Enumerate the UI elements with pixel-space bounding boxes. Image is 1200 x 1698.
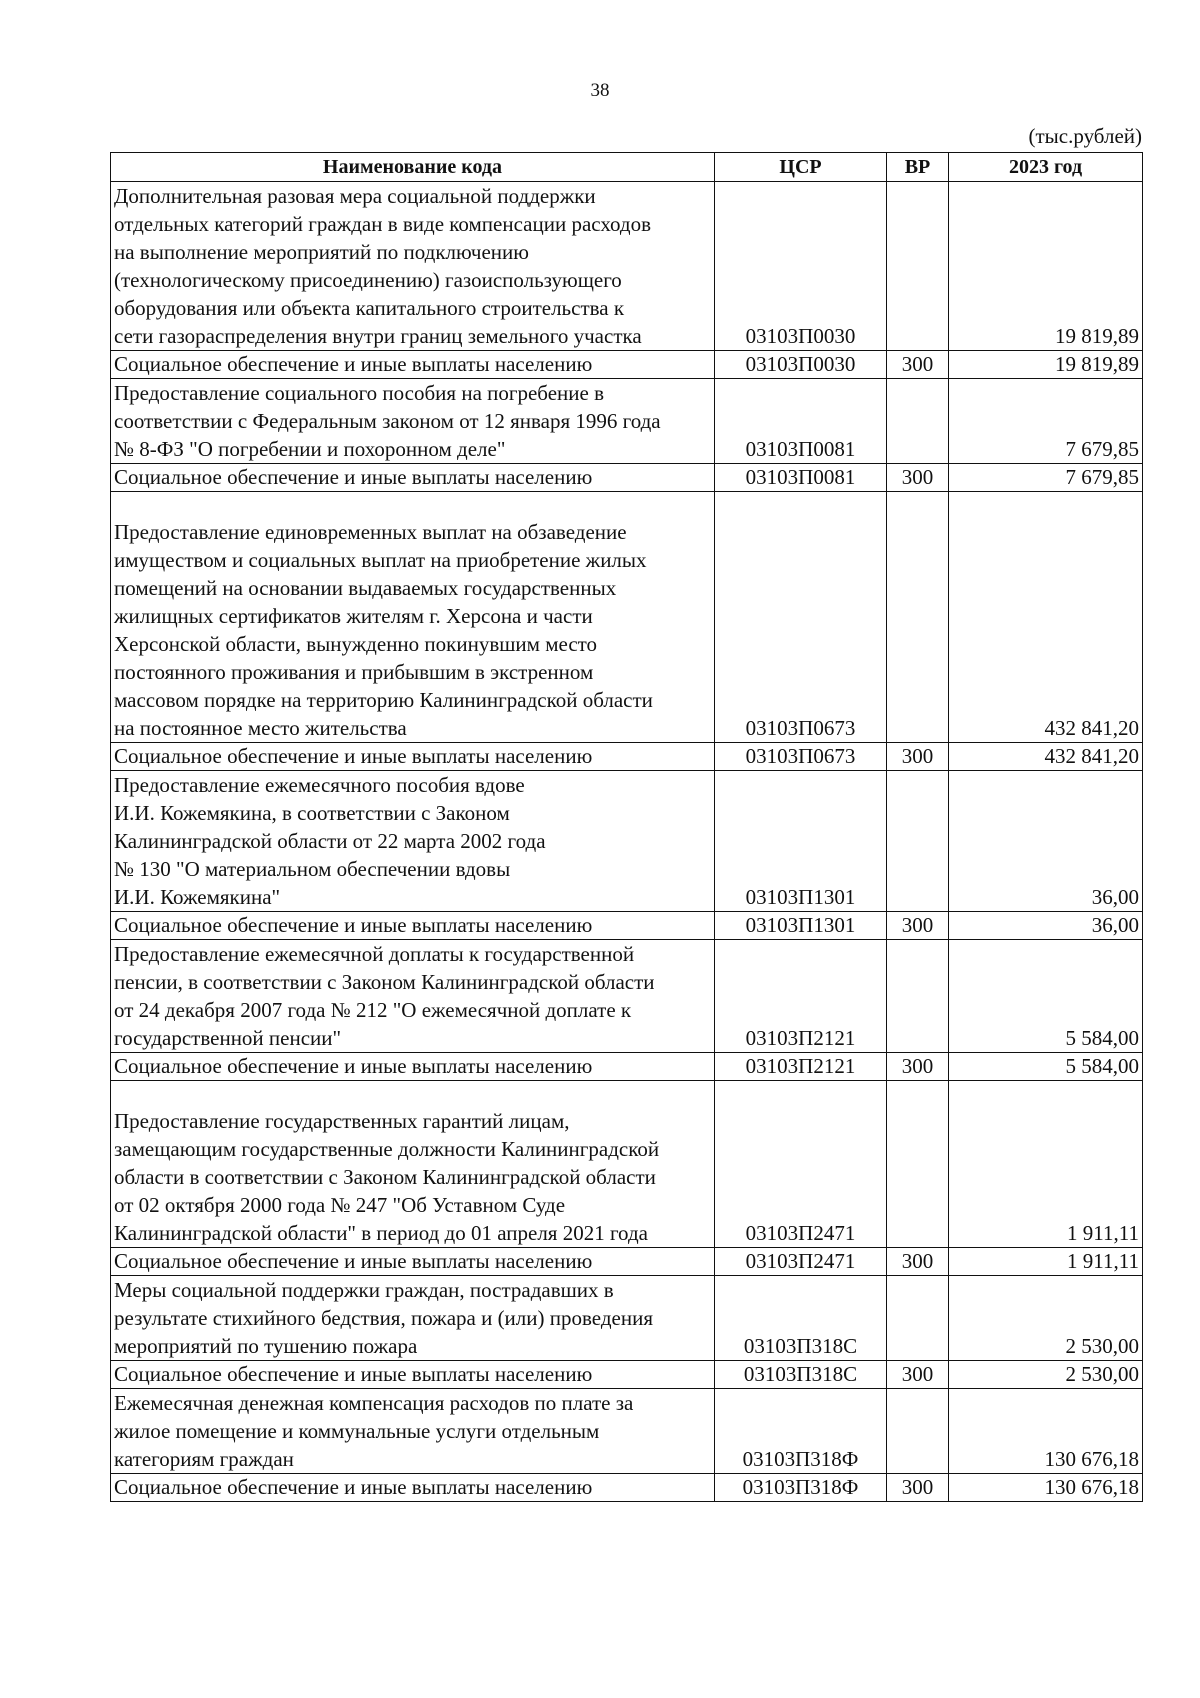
cell-csr: 03103П318Ф <box>715 1474 887 1502</box>
cell-csr: 03103П1301 <box>715 771 887 912</box>
table-row-subtotal <box>111 912 1143 940</box>
cell-name-line: Социальное обеспечение и иные выплаты населению <box>114 1054 593 1078</box>
cell-name-line: Предоставление единовременных выплат на обзаведение <box>114 520 627 544</box>
cell-name-line: жилое помещение и коммунальные услуги отдельным <box>114 1419 600 1443</box>
cell-csr: 03103П2471 <box>715 1081 887 1248</box>
cell-sum: 7 679,85 <box>949 464 1143 492</box>
cell-csr: 03103П0030 <box>715 182 887 351</box>
cell-name-line: результате стихийного бедствия, пожара и (или) проведения <box>114 1306 653 1330</box>
cell-name <box>111 351 715 379</box>
cell-name-line: Херсонской области, вынужденно покинувшим место <box>114 632 598 656</box>
cell-vr <box>887 1276 949 1361</box>
cell-name-line: отдельных категорий граждан в виде компенсации расходов <box>114 212 652 236</box>
cell-name-line: государственной пенсии" <box>114 1026 342 1050</box>
table-row <box>111 379 1143 464</box>
cell-sum: 130 676,18 <box>949 1389 1143 1474</box>
cell-sum: 19 819,89 <box>949 182 1143 351</box>
cell-name <box>111 1474 715 1502</box>
cell-name-line: Социальное обеспечение и иные выплаты населению <box>114 913 593 937</box>
cell-csr: 03103П1301 <box>715 912 887 940</box>
cell-sum: 7 679,85 <box>949 379 1143 464</box>
cell-name-line: Социальное обеспечение и иные выплаты населению <box>114 1475 593 1499</box>
table-row <box>111 492 1143 743</box>
cell-name-line: на постоянное место жительства <box>114 716 407 740</box>
cell-csr: 03103П0673 <box>715 743 887 771</box>
cell-name-line: Ежемесячная денежная компенсация расходов по плате за <box>114 1391 634 1415</box>
cell-name <box>111 771 715 912</box>
cell-vr <box>887 771 949 912</box>
cell-vr <box>887 1389 949 1474</box>
cell-name-line: Предоставление государственных гарантий лицам, <box>114 1109 570 1133</box>
cell-name <box>111 379 715 464</box>
cell-name <box>111 912 715 940</box>
table-row <box>111 771 1143 912</box>
cell-vr: 300 <box>887 1474 949 1502</box>
table-row-subtotal <box>111 1053 1143 1081</box>
table-row-subtotal <box>111 351 1143 379</box>
cell-name <box>111 940 715 1053</box>
table-row-subtotal <box>111 1474 1143 1502</box>
cell-vr <box>887 492 949 743</box>
cell-sum: 5 584,00 <box>949 940 1143 1053</box>
cell-sum: 1 911,11 <box>949 1081 1143 1248</box>
cell-sum: 432 841,20 <box>949 492 1143 743</box>
cell-sum: 36,00 <box>949 771 1143 912</box>
cell-name-line: от 24 декабря 2007 года № 212 "О ежемесячной доплате к <box>114 998 632 1022</box>
cell-csr: 03103П0081 <box>715 379 887 464</box>
cell-name-line: Калининградской области от 22 марта 2002 года <box>114 829 546 853</box>
cell-name <box>111 1276 715 1361</box>
cell-csr: 03103П318С <box>715 1276 887 1361</box>
cell-name-line: соответствии с Федеральным законом от 12 января 1996 года <box>114 409 661 433</box>
cell-name-line: сети газораспределения внутри границ земельного участка <box>114 324 642 348</box>
cell-name <box>111 1361 715 1389</box>
table-row <box>111 1276 1143 1361</box>
cell-name-line: массовом порядке на территорию Калининградской области <box>114 688 653 712</box>
cell-sum: 432 841,20 <box>949 743 1143 771</box>
budget-table <box>110 152 1143 1502</box>
cell-name-line: области в соответствии с Законом Калининградской области <box>114 1165 656 1189</box>
cell-name <box>111 492 715 743</box>
cell-name-line: Калининградской области" в период до 01 апреля 2021 года <box>114 1221 648 1245</box>
cell-name <box>111 464 715 492</box>
cell-vr: 300 <box>887 351 949 379</box>
cell-vr <box>887 1081 949 1248</box>
page-number: 38 <box>590 80 610 101</box>
table-row <box>111 182 1143 351</box>
cell-name-line: Предоставление ежемесячного пособия вдове <box>114 773 525 797</box>
cell-name-line: И.И. Кожемякина" <box>114 885 281 909</box>
cell-name <box>111 1053 715 1081</box>
cell-vr <box>887 182 949 351</box>
cell-vr: 300 <box>887 1361 949 1389</box>
cell-name-line: Дополнительная разовая мера социальной поддержки <box>114 184 596 208</box>
header-csr: ЦСР <box>715 153 887 182</box>
cell-csr: 03103П2121 <box>715 1053 887 1081</box>
cell-csr: 03103П0030 <box>715 351 887 379</box>
cell-vr: 300 <box>887 912 949 940</box>
cell-name-line: оборудования или объекта капитального строительства к <box>114 296 625 320</box>
cell-sum: 5 584,00 <box>949 1053 1143 1081</box>
header-name: Наименование кода <box>111 153 715 182</box>
cell-vr: 300 <box>887 1053 949 1081</box>
cell-sum: 2 530,00 <box>949 1361 1143 1389</box>
cell-name <box>111 1081 715 1248</box>
cell-csr: 03103П0673 <box>715 492 887 743</box>
cell-name-line: имуществом и социальных выплат на приобретение жилых <box>114 548 647 572</box>
cell-name-line: Меры социальной поддержки граждан, пострадавших в <box>114 1278 614 1302</box>
cell-sum: 1 911,11 <box>949 1248 1143 1276</box>
cell-name-line: № 8-ФЗ "О погребении и похоронном деле" <box>114 437 506 461</box>
cell-vr <box>887 940 949 1053</box>
header-year: 2023 год <box>949 153 1143 182</box>
cell-name-line: замещающим государственные должности Калининградской <box>114 1137 660 1161</box>
table-header-row <box>111 153 1143 182</box>
cell-name-line: Предоставление социального пособия на погребение в <box>114 381 605 405</box>
table-row-subtotal <box>111 1248 1143 1276</box>
cell-name-line: Предоставление ежемесячной доплаты к государственной <box>114 942 635 966</box>
table-row-subtotal <box>111 743 1143 771</box>
cell-name <box>111 743 715 771</box>
cell-vr: 300 <box>887 1248 949 1276</box>
cell-vr: 300 <box>887 464 949 492</box>
cell-name-line: помещений на основании выдаваемых государственных <box>114 576 617 600</box>
cell-name-line: (технологическому присоединению) газоиспользующего <box>114 268 622 292</box>
cell-name-line: Социальное обеспечение и иные выплаты населению <box>114 1362 593 1386</box>
cell-vr <box>887 379 949 464</box>
cell-name-line: И.И. Кожемякина, в соответствии с Законом <box>114 801 510 825</box>
table-row-subtotal <box>111 1361 1143 1389</box>
cell-sum: 2 530,00 <box>949 1276 1143 1361</box>
cell-name-line: постоянного проживания и прибывшим в экстренном <box>114 660 594 684</box>
cell-name-line: от 02 октября 2000 года № 247 "Об Уставном Суде <box>114 1193 566 1217</box>
table-row <box>111 1389 1143 1474</box>
cell-name-line: на выполнение мероприятий по подключению <box>114 240 529 264</box>
cell-csr: 03103П2121 <box>715 940 887 1053</box>
cell-csr: 03103П318Ф <box>715 1389 887 1474</box>
cell-vr: 300 <box>887 743 949 771</box>
cell-csr: 03103П2471 <box>715 1248 887 1276</box>
cell-name-line: Социальное обеспечение и иные выплаты населению <box>114 1249 593 1273</box>
unit-label: (тыс.рублей) <box>1028 124 1142 148</box>
cell-name-line: Социальное обеспечение и иные выплаты населению <box>114 465 593 489</box>
table-row <box>111 1081 1143 1248</box>
cell-name <box>111 1389 715 1474</box>
cell-name-line: № 130 "О материальном обеспечении вдовы <box>114 857 511 881</box>
cell-name-line: категориям граждан <box>114 1447 294 1471</box>
cell-name <box>111 1248 715 1276</box>
cell-sum: 130 676,18 <box>949 1474 1143 1502</box>
table-row <box>111 940 1143 1053</box>
cell-csr: 03103П0081 <box>715 464 887 492</box>
header-vr: ВР <box>887 153 949 182</box>
cell-sum: 19 819,89 <box>949 351 1143 379</box>
cell-name-line: мероприятий по тушению пожара <box>114 1334 418 1358</box>
cell-name <box>111 182 715 351</box>
cell-name-line: жилищных сертификатов жителям г. Херсона и части <box>114 604 593 628</box>
cell-csr: 03103П318С <box>715 1361 887 1389</box>
cell-name-line: Социальное обеспечение и иные выплаты населению <box>114 352 593 376</box>
table-row-subtotal <box>111 464 1143 492</box>
table-body <box>111 182 1143 1502</box>
cell-name-line: пенсии, в соответствии с Законом Калининградской области <box>114 970 655 994</box>
cell-sum: 36,00 <box>949 912 1143 940</box>
cell-name-line: Социальное обеспечение и иные выплаты населению <box>114 744 593 768</box>
